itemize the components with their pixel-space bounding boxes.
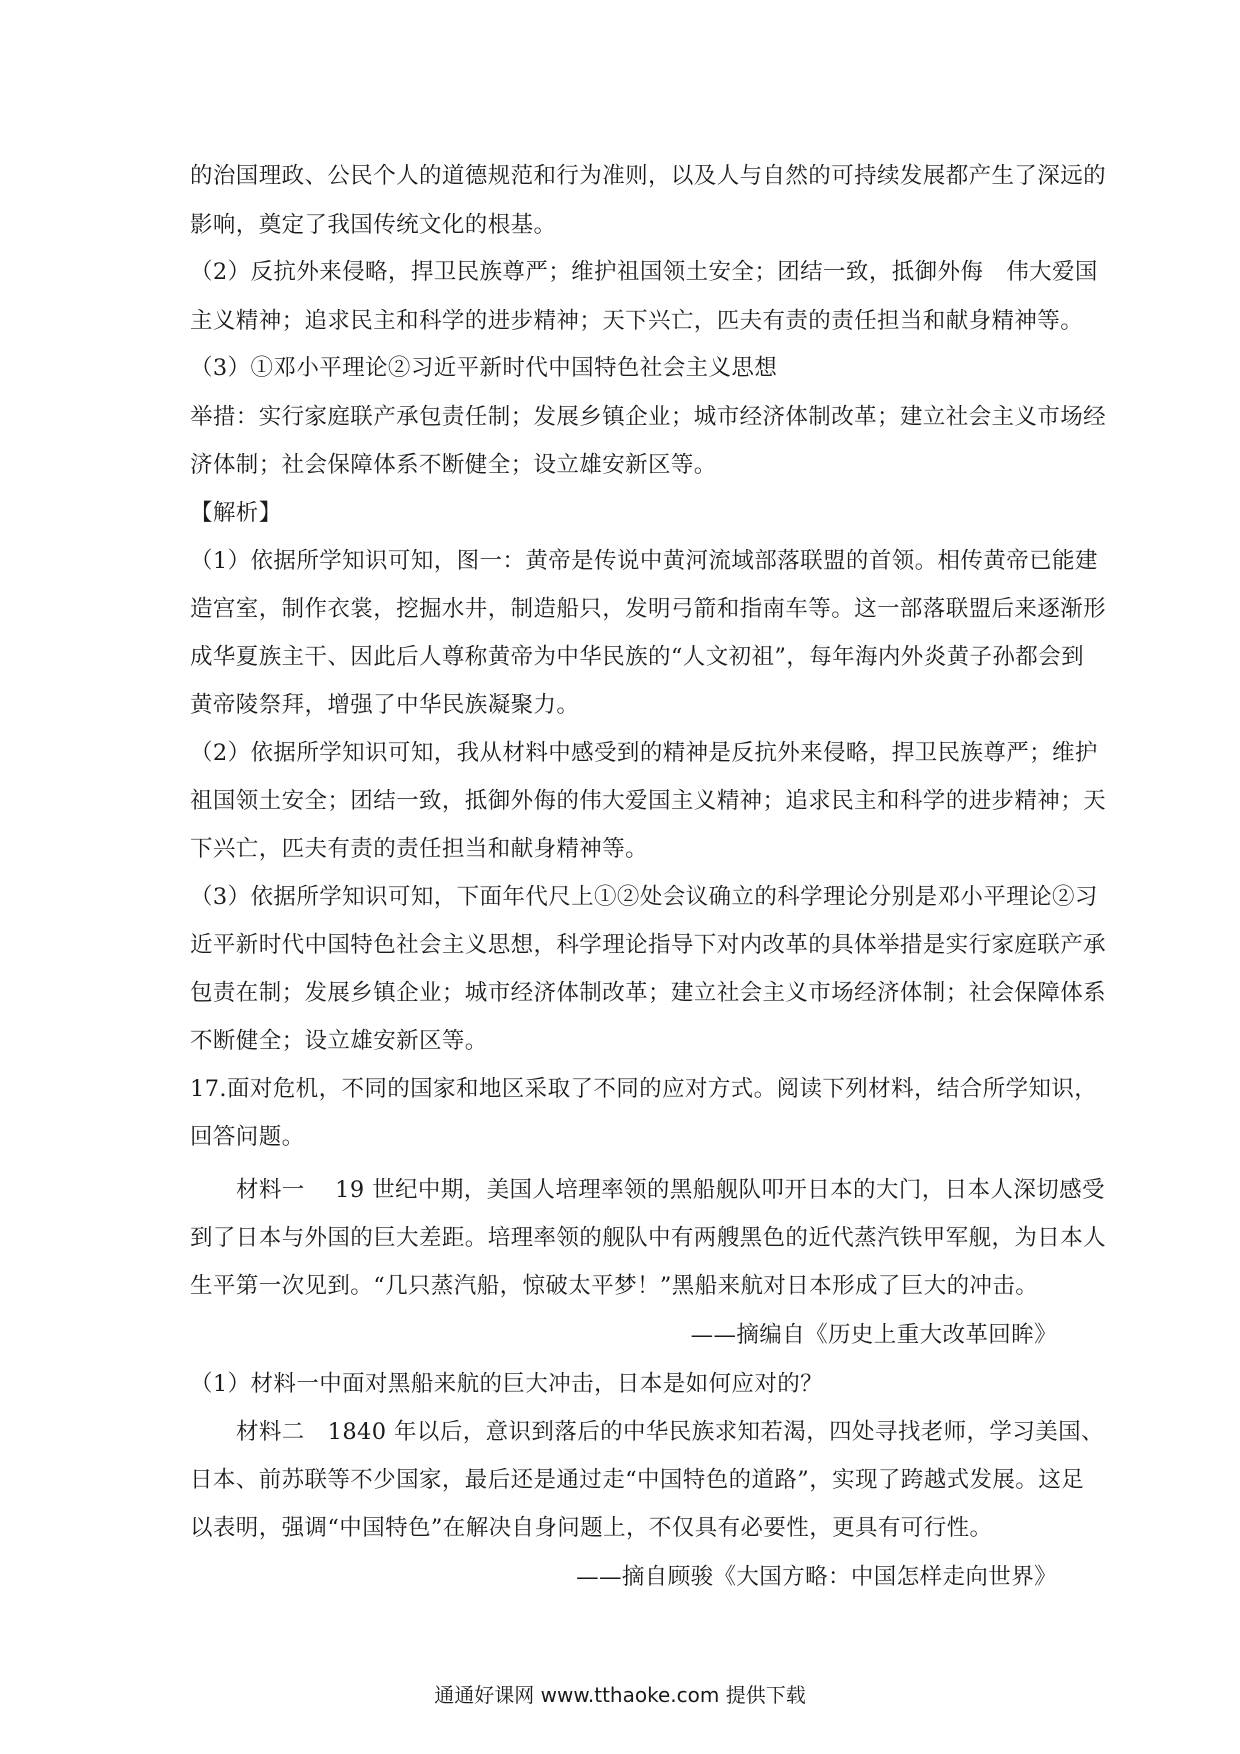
material-2-line: 材料二 1840 年以后，意识到落后的中华民族求知若渴，四处寻找老师，学习美国、 <box>236 1419 1104 1445</box>
analysis-1-line: （1）依据所学知识可知，图一：黄帝是传说中黄河流域部落联盟的首领。相传黄帝已能建 <box>190 548 1098 574</box>
text-line: 举措：实行家庭联产承包责任制；发展乡镇企业；城市经济体制改革；建立社会主义市场经 <box>190 404 1107 430</box>
material-2-source: ——摘自顾骏《大国方略：中国怎样走向世界》 <box>576 1564 1057 1590</box>
sub-question-1-line: （1）材料一中面对黑船来航的巨大冲击，日本是如何应对的？ <box>190 1371 824 1397</box>
text-line: 祖国领土安全；团结一致，抵御外侮的伟大爱国主义精神；追求民主和科学的进步精神；天 <box>190 788 1107 814</box>
text-line: 以表明，强调“中国特色”在解决自身问题上，不仅具有必要性，更具有可行性。 <box>190 1515 993 1541</box>
question-17-line: 17.面对危机，不同的国家和地区采取了不同的应对方式。阅读下列材料，结合所学知识， <box>190 1076 1098 1102</box>
text-line: 黄帝陵祭拜，增强了中华民族凝聚力。 <box>190 692 580 718</box>
text-line: 的治国理政、公民个人的道德规范和行为准则，以及人与自然的可持续发展都产生了深远的 <box>190 163 1107 189</box>
text-line: 回答问题。 <box>190 1124 305 1150</box>
analysis-2-line: （2）依据所学知识可知，我从材料中感受到的精神是反抗外来侵略，捍卫民族尊严；维护 <box>190 740 1098 766</box>
text-line: 成华夏族主干、因此后人尊称黄帝为中华民族的“人文初祖”，每年海内外炎黄子孙都会到 <box>190 644 1085 670</box>
text-line: 包责在制；发展乡镇企业；城市经济体制改革；建立社会主义市场经济体制；社会保障体系 <box>190 980 1107 1006</box>
text-line: 主义精神；追求民主和科学的进步精神；天下兴亡，匹夫有责的责任担当和献身精神等。 <box>190 308 1084 334</box>
material-1-line: 材料一 19 世纪中期，美国人培理率领的黑船舰队叩开日本的大门，日本人深切感受 <box>236 1177 1105 1203</box>
text-line: 近平新时代中国特色社会主义思想，科学理论指导下对内改革的具体举措是实行家庭联产承 <box>190 932 1107 958</box>
answer-2-line: （2）反抗外来侵略，捍卫民族尊严；维护祖国领土安全；团结一致，抵御外侮 伟大爱国 <box>190 259 1098 285</box>
material-1-source: ——摘编自《历史上重大改革回眸》 <box>690 1322 1057 1348</box>
text-line: 造宫室，制作衣裳，挖掘水井，制造船只，发明弓箭和指南车等。这一部落联盟后来逐渐形 <box>190 596 1107 622</box>
text-line: 生平第一次见到。“几只蒸汽船，惊破太平梦！”黑船来航对日本形成了巨大的冲击。 <box>190 1273 1039 1299</box>
text-line: 影响，奠定了我国传统文化的根基。 <box>190 212 557 238</box>
analysis-heading: 【解析】 <box>190 500 282 526</box>
page-footer: 通通好课网 www.tthaoke.com 提供下载 <box>434 1683 806 1707</box>
text-line: 下兴亡，匹夫有责的责任担当和献身精神等。 <box>190 836 649 862</box>
answer-3-line: （3）①邓小平理论②习近平新时代中国特色社会主义思想 <box>190 355 778 381</box>
text-line: 济体制；社会保障体系不断健全；设立雄安新区等。 <box>190 452 717 478</box>
analysis-3-line: （3）依据所学知识可知，下面年代尺上①②处会议确立的科学理论分别是邓小平理论②习 <box>190 884 1098 910</box>
text-line: 不断健全；设立雄安新区等。 <box>190 1028 488 1054</box>
text-line: 日本、前苏联等不少国家，最后还是通过走“中国特色的道路”，实现了跨越式发展。这足 <box>190 1467 1085 1493</box>
text-line: 到了日本与外国的巨大差距。培理率领的舰队中有两艘黑色的近代蒸汽铁甲军舰，为日本人 <box>190 1225 1107 1251</box>
